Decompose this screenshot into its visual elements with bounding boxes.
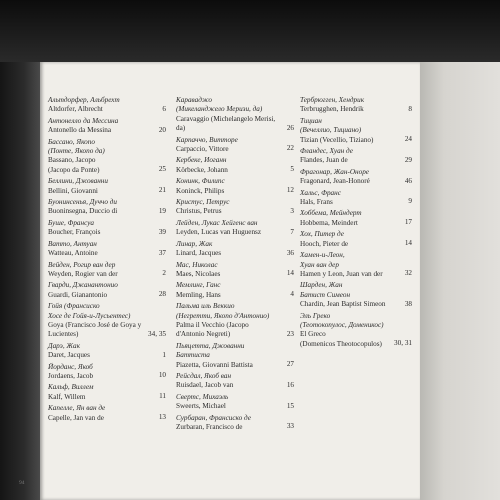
entry-line: Хальс, Франс	[300, 188, 341, 197]
entry-page-number: 26	[286, 123, 294, 132]
entry-line: Jordaens, Jacob	[48, 371, 94, 380]
entry-line: Linard, Jacques	[176, 249, 222, 258]
index-entry	[176, 414, 294, 433]
entry-page-number: 20	[158, 125, 166, 134]
entry-line: Хоббема, Мейндерт	[300, 209, 362, 218]
entry-line: Кербеке, Иоганн	[176, 156, 227, 165]
entry-page-number: 7	[290, 227, 294, 236]
index-entry	[48, 261, 166, 280]
entry-page-number: 14	[286, 269, 294, 278]
entry-line: Goya (Francisco José de Goya y	[48, 320, 142, 329]
index-entry	[48, 138, 166, 176]
entry-line: (Негретти, Якопо д'Антонио)	[176, 311, 270, 320]
entry-page-number: 32	[404, 269, 412, 278]
index-entry	[48, 383, 166, 402]
entry-line: Antonello da Messina	[48, 126, 112, 135]
entry-line: Антонелло да Мессина	[48, 116, 119, 125]
entry-line: Альтдорфер, Альбрехт	[48, 96, 120, 104]
entry-page-number: 34, 35	[148, 329, 166, 338]
entry-page-number: 10	[158, 371, 166, 380]
entry-line: Мемлинг, Ганс	[176, 281, 221, 290]
page-number: 94	[19, 480, 25, 486]
entry-line: Piazetta, Giovanni Battista	[176, 360, 253, 369]
index-entry	[176, 393, 294, 412]
entry-page-number: 29	[404, 155, 412, 164]
entry-line: Беллини, Джованни	[48, 177, 108, 186]
entry-page-number: 27	[286, 359, 294, 368]
entry-line: Tizian (Vecellio, Tiziano)	[300, 135, 374, 144]
entry-page-number: 30, 31	[394, 339, 412, 348]
entry-line: Баттиста	[176, 351, 210, 360]
entry-page-number: 25	[158, 165, 166, 174]
entry-line: Watteau, Antoine	[48, 249, 98, 258]
index-entry	[176, 372, 294, 391]
entry-line: Фрагонар, Жан-Оноре	[300, 167, 369, 176]
entry-line: Maes, Nicolaes	[176, 269, 221, 278]
index-entry	[300, 147, 412, 166]
entry-line: Guardi, Gianantonio	[48, 290, 108, 299]
index-column-3	[300, 96, 412, 351]
index-entry	[300, 230, 412, 249]
entry-line: Гварди, Джанантонио	[48, 281, 118, 290]
entry-page-number: 36	[286, 248, 294, 257]
entry-line: Бассано, Якопо	[48, 137, 95, 146]
entry-line: Caravaggio (Michelangelo Merisi,	[176, 114, 276, 123]
entry-line: Хох, Питер де	[300, 230, 344, 239]
entry-line: Пальма иль Веккио	[176, 302, 235, 311]
entry-page-number: 12	[286, 186, 294, 195]
entry-page-number: 16	[286, 380, 294, 389]
index-entry	[48, 219, 166, 238]
index-entry	[48, 177, 166, 196]
entry-page-number: 22	[286, 144, 294, 153]
entry-page-number: 1	[162, 350, 166, 359]
index-entry	[48, 117, 166, 136]
entry-line: Рейсдал, Якоб ван	[176, 371, 232, 380]
index-entry	[48, 363, 166, 382]
index-entry	[176, 219, 294, 238]
entry-line: Карпаччо, Витторе	[176, 135, 238, 144]
entry-page-number: 39	[158, 227, 166, 236]
entry-page-number: 4	[290, 290, 294, 299]
index-column-2	[176, 96, 294, 434]
entry-line: Свертс, Михаэль	[176, 392, 229, 401]
entry-line: (Domenicos Theotocopulos)	[300, 339, 382, 348]
index-entry	[48, 198, 166, 217]
entry-line: Lucientes)	[48, 330, 79, 339]
entry-line: Zurbaran, Francisco de	[176, 423, 243, 431]
index-entry	[48, 342, 166, 361]
entry-line: Weyden, Rogier van der	[48, 269, 118, 278]
entry-line: Koninck, Philips	[176, 186, 225, 195]
entry-line: Daret, Jacques	[48, 351, 90, 360]
index-column-1	[48, 96, 166, 425]
index-entry	[176, 302, 294, 340]
entry-page-number: 33	[286, 422, 294, 431]
index-entry	[176, 261, 294, 280]
entry-line: Шарден, Жан	[300, 281, 343, 290]
entry-page-number: 21	[158, 186, 166, 195]
entry-page-number: 5	[290, 165, 294, 174]
entry-line: Capelle, Jan van de	[48, 413, 104, 422]
index-entry	[176, 156, 294, 175]
entry-line: Лейден, Лукас Хейгенс ван	[176, 218, 258, 227]
entry-line: Линар, Жак	[176, 239, 213, 248]
entry-line: El Greco	[300, 330, 326, 339]
entry-page-number: 11	[159, 392, 166, 401]
entry-line: Terbrugghen, Hendrik	[300, 105, 364, 114]
entry-line: Boucher, François	[48, 228, 101, 237]
entry-line: d'Antonio Negreti)	[176, 330, 231, 339]
facing-page	[420, 62, 500, 500]
entry-line: Bassano, Jacopo	[48, 156, 96, 165]
index-entry	[176, 198, 294, 217]
index-entry	[300, 281, 412, 309]
index-entry	[48, 404, 166, 423]
background-top	[0, 0, 500, 62]
entry-line: Buoninsegna, Duccio di	[48, 207, 118, 216]
entry-line: Капелле, Ян ван де	[48, 404, 106, 413]
entry-page-number: 37	[158, 248, 166, 257]
entry-line: Буонинсенья, Дуччо ди	[48, 198, 117, 207]
entry-line: Palma il Vecchio (Jacopo	[176, 320, 249, 329]
index-entry	[176, 240, 294, 259]
entry-line: Memling, Hans	[176, 290, 221, 299]
index-entry	[300, 189, 412, 208]
index-entry	[300, 96, 412, 115]
index-entry	[48, 240, 166, 259]
entry-line: Fragonard, Jean-Honoré	[300, 177, 370, 186]
entry-page-number: 13	[158, 413, 166, 421]
entry-line: (Вечеллио, Тициано)	[300, 126, 362, 135]
entry-page-number: 9	[408, 197, 412, 206]
entry-page-number: 46	[404, 176, 412, 185]
entry-page-number: 17	[404, 218, 412, 227]
index-entry	[300, 117, 412, 145]
index-entry	[176, 136, 294, 155]
entry-line: Хуан ван дер	[300, 260, 339, 269]
entry-line: Кальф, Виллем	[48, 383, 94, 392]
entry-line: Flandes, Juan de	[300, 156, 348, 165]
entry-line: Дарэ, Жак	[48, 341, 80, 350]
entry-page-number: 14	[404, 239, 412, 248]
entry-line: Ruisdael, Jacob van	[176, 381, 234, 390]
entry-line: Хамен-и-Леон,	[300, 251, 345, 260]
index-entry	[48, 302, 166, 340]
entry-line: Hamen y Leon, Juan van der	[300, 269, 383, 278]
entry-line: Altdorfer, Albrecht	[48, 105, 103, 114]
entry-line: Chardin, Jean Baptist Simeon	[300, 300, 386, 309]
entry-line: Kalf, Willem	[48, 392, 86, 401]
entry-line: Пьяцетта, Джованни	[176, 341, 245, 350]
entry-page-number: 38	[404, 299, 412, 308]
entry-page-number: 28	[158, 290, 166, 299]
entry-line: Тербрюгген, Хендрик	[300, 96, 365, 104]
entry-line: Bellini, Giovanni	[48, 186, 98, 195]
entry-line: Hooch, Pieter de	[300, 239, 349, 248]
index-entry	[176, 342, 294, 370]
entry-line: Christus, Petrus	[176, 207, 222, 216]
index-entry	[300, 312, 412, 350]
index-entry	[300, 168, 412, 187]
entry-line: (Понте, Якопо да)	[48, 147, 105, 156]
entry-line: Кристус, Петрус	[176, 198, 230, 207]
entry-line: (Jacopo da Ponte)	[48, 165, 100, 174]
entry-page-number: 2	[162, 269, 166, 278]
entry-line: (Теотокопулос, Доменикос)	[300, 320, 384, 329]
entry-line: Гойя (Франсиско	[48, 302, 100, 311]
index-entry	[176, 96, 294, 134]
entry-line: Хосе де Гойя-и-Лусьентес)	[48, 311, 131, 320]
entry-line: Йорданс, Якоб	[48, 362, 93, 371]
entry-line: Буше, Франсуа	[48, 218, 95, 227]
entry-line: Сурбаран, Франсиско де	[176, 413, 251, 422]
entry-page-number: 23	[286, 329, 294, 338]
entry-line: Hals, Frans	[300, 198, 333, 207]
entry-line: Эль Греко	[300, 311, 331, 320]
entry-line: Мас, Николас	[176, 260, 218, 269]
entry-line: Körbecke, Johann	[176, 165, 228, 174]
index-entry	[176, 281, 294, 300]
index-entry	[300, 251, 412, 279]
entry-line: (Микеланджело Меризи, да)	[176, 105, 263, 114]
index-entry	[48, 96, 166, 115]
book-gutter-shadow	[0, 62, 40, 500]
entry-page-number: 3	[290, 206, 294, 215]
entry-page-number: 19	[158, 206, 166, 215]
entry-line: Carpaccio, Vittore	[176, 145, 229, 154]
entry-line: Фландес, Хуан де	[300, 147, 353, 156]
entry-page-number: 24	[404, 135, 412, 144]
index-entry	[48, 281, 166, 300]
index-entry	[176, 177, 294, 196]
entry-line: Вейден, Рогир ван дер	[48, 260, 116, 269]
entry-page-number: 6	[162, 104, 166, 113]
entry-line: Тициан	[300, 116, 322, 125]
entry-line: Караваджо	[176, 96, 212, 104]
entry-line: da)	[176, 124, 186, 133]
entry-line: Ватто, Антуан	[48, 239, 97, 248]
index-entry	[300, 209, 412, 228]
entry-line: Hobbema, Meindert	[300, 218, 358, 227]
entry-line: Конинк, Филипс	[176, 177, 225, 186]
entry-line: Батист Симеон	[300, 290, 351, 299]
entry-line: Leyden, Lucas van Huguensz	[176, 228, 262, 237]
entry-line: Sweerts, Michael	[176, 402, 226, 411]
entry-page-number: 15	[286, 401, 294, 410]
entry-page-number: 8	[408, 104, 412, 113]
